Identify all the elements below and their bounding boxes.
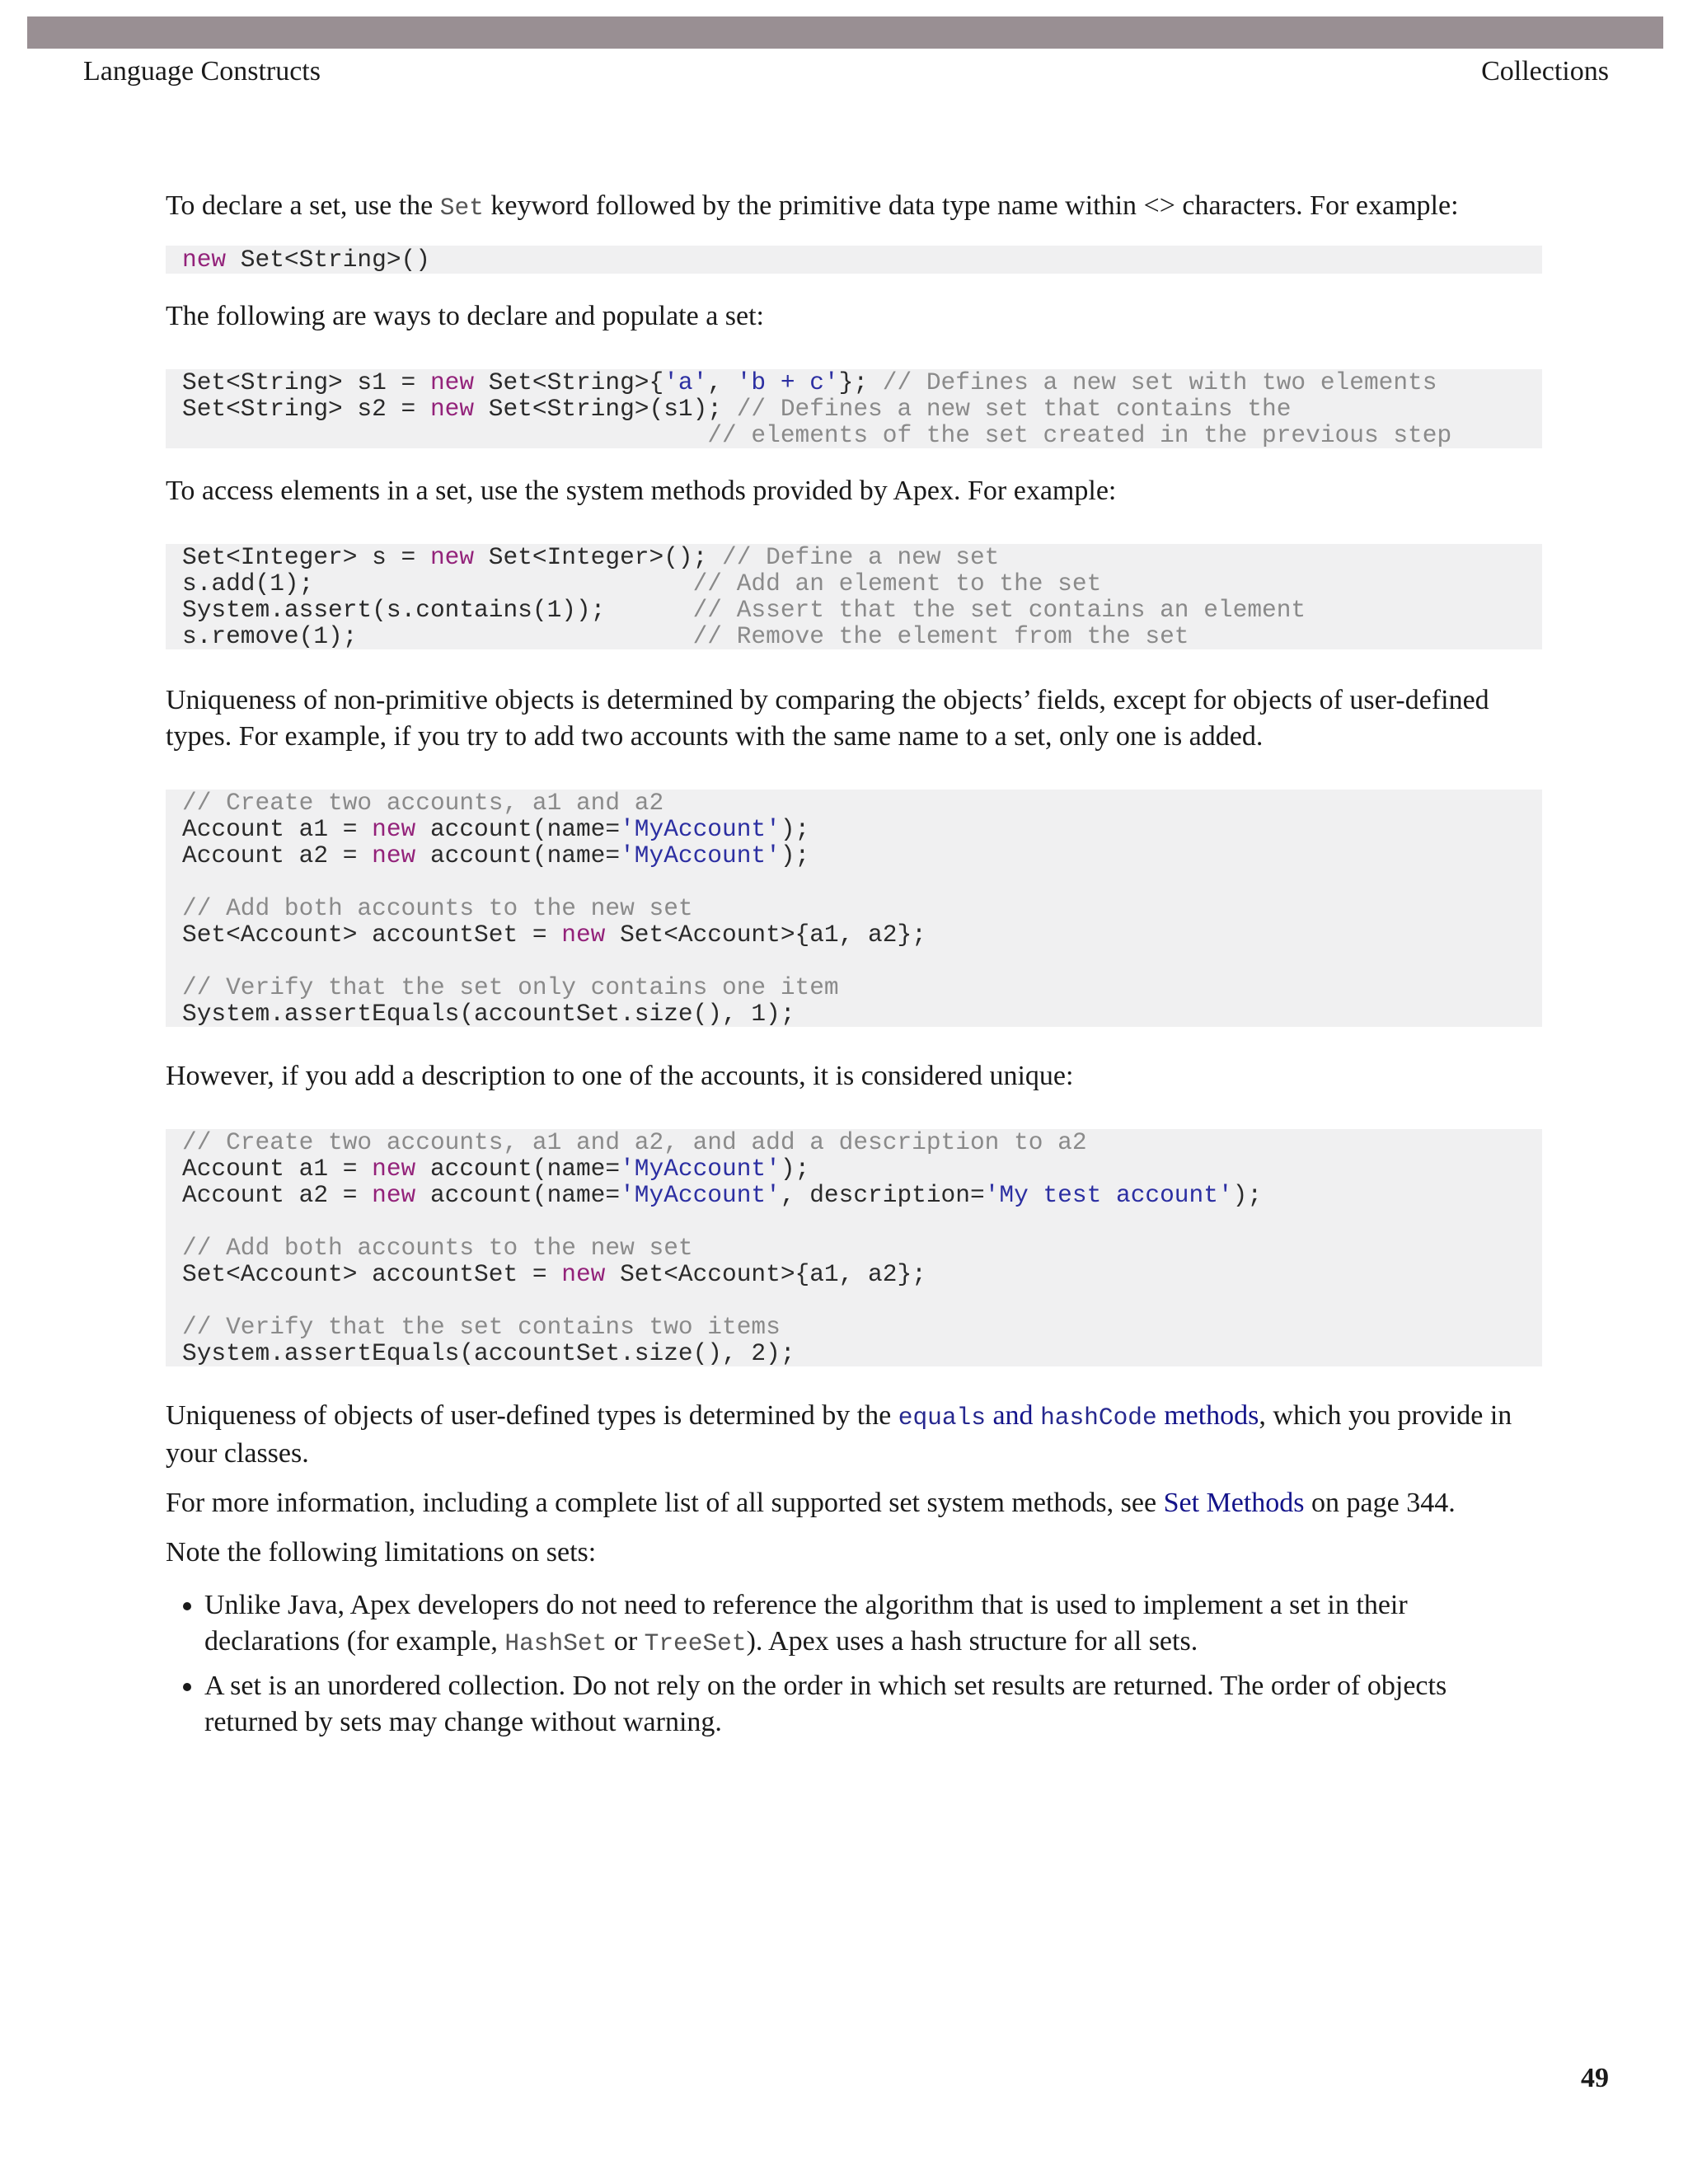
paragraph-user-defined: Uniqueness of objects of user-defined types is determined by the equals and hashCode methods, which you provide in your classes. (166, 1400, 1512, 1469)
limitations-list (166, 1587, 1542, 1741)
equals-link[interactable]: equals (898, 1404, 986, 1432)
list-item: • A set is an unordered collection. Do not rely on the order in which set results are returned. The order of objects returned by sets may change without warning. (204, 1668, 1542, 1741)
set-methods-link[interactable]: Set Methods (1163, 1488, 1305, 1518)
code-block-populate: Set<String> s1 = new Set<String>{'a', 'b + c'}; // Defines a new set with two elements Set<String> s2 = new Set<String>(s1); // Defines a new set that contains the // elements of the set created in the previous step (166, 369, 1542, 448)
hashcode-link[interactable]: hashCode (1040, 1404, 1157, 1432)
methods-link[interactable]: methods (1156, 1400, 1259, 1431)
header-bar (27, 16, 1663, 49)
code-block-description: // Create two accounts, a1 and a2, and add a description to a2 Account a1 = new account(name='MyAccount'); Account a2 = new account(name='MyAccount', description='My test account'); // Add both accounts to the new set Set<Account> accountSet = new Set<Account>{a1, a2}; // Verify that the set contains two items System.assertEquals(accountSet.size(), 2); (166, 1129, 1542, 1366)
running-header-right: Collections (1481, 56, 1609, 87)
paragraph-description-unique: However, if you add a description to one of the accounts, it is considered unique: (166, 1061, 1074, 1091)
paragraph-populate-set: The following are ways to declare and populate a set: (166, 301, 765, 331)
paragraph-access-set: To access elements in a set, use the system methods provided by Apex. For example: (166, 476, 1117, 506)
page-content (166, 188, 1542, 1747)
list-item: • Unlike Java, Apex developers do not need to reference the algorithm that is used to implement a set in their declarations (for example, HashSet or TreeSet). Apex uses a hash structure for all sets. (204, 1587, 1542, 1661)
and-link[interactable]: and (985, 1400, 1041, 1431)
code-block-access: Set<Integer> s = new Set<Integer>(); // Define a new set s.add(1); // Add an element to the set System.assert(s.contains(1)); // Assert that the set contains an element s.remove(1); // Remove the element from the set (166, 544, 1542, 649)
paragraph-declare-set: To declare a set, use the Set keyword followed by the primitive data type name within <> characters. For example: (166, 190, 1459, 222)
running-header-left: Language Constructs (83, 56, 321, 87)
inline-code: Set (439, 194, 484, 222)
code-block-same-name: // Create two accounts, a1 and a2 Account a1 = new account(name='MyAccount'); Account a2 = new account(name='MyAccount'); // Add both accounts to the new set Set<Account> accountSet = new Set<Account>{a1, a2}; // Verify that the set only contains one item System.assertEquals(accountSet.size(), 1); (166, 790, 1542, 1027)
paragraph-uniqueness: Uniqueness of non-primitive objects is determined by comparing the objects’ fields, except for objects of user-defined types. For example, if you try to add two accounts with the same name to a set, only one is added. (166, 685, 1489, 752)
paragraph-limitations: Note the following limitations on sets: (166, 1537, 597, 1568)
inline-code: HashSet (504, 1629, 607, 1657)
code-block-declare: new Set<String>() (166, 246, 1542, 274)
inline-code: TreeSet (644, 1629, 747, 1657)
page-number: 49 (1581, 2063, 1609, 2093)
paragraph-more-info: For more information, including a complete list of all supported set system methods, see Set Methods on page 344. (166, 1488, 1456, 1518)
